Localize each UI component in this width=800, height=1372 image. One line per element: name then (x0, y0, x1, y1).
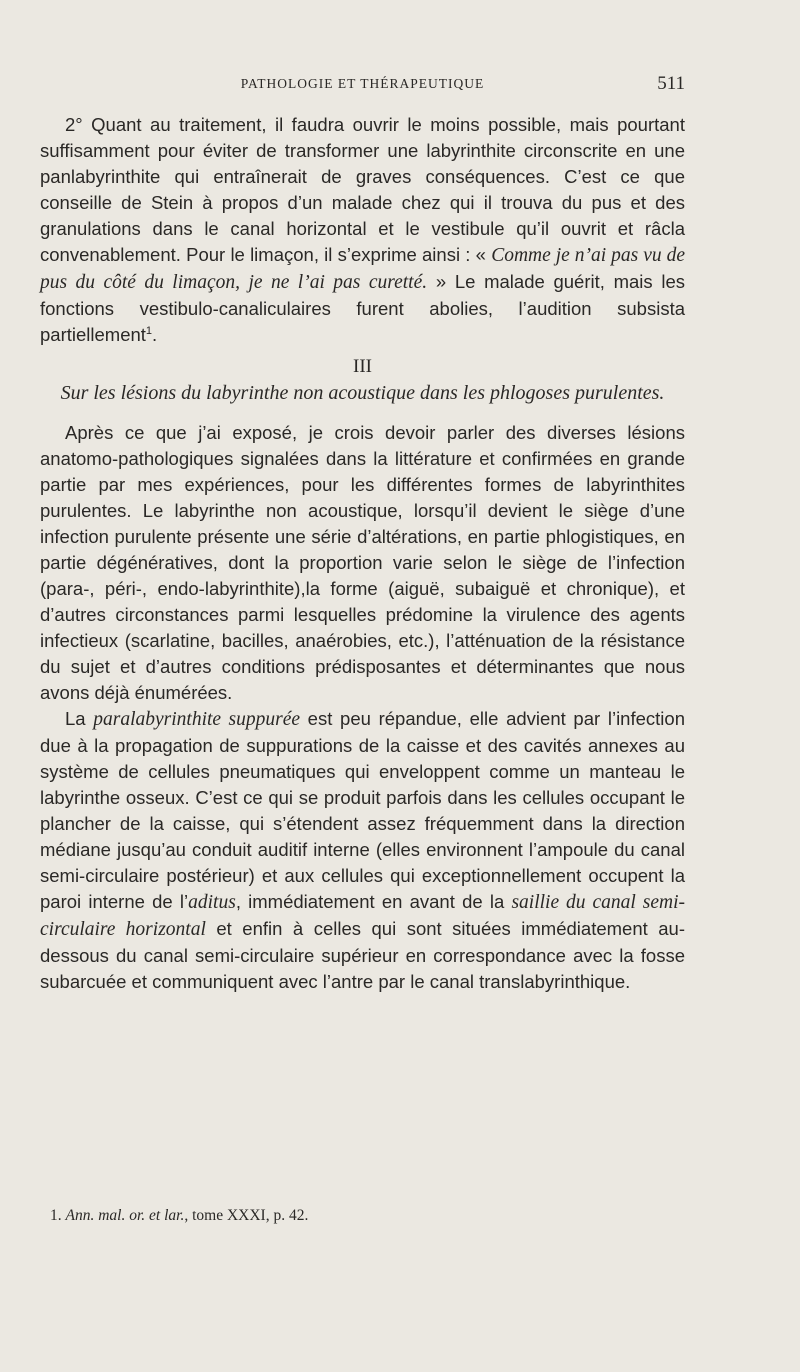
paragraph-treatment-text: 2° Quant au traitement, il faudra ouvrir le moins possible, mais pourtant suffisamment pour éviter de transformer une labyrinthite circonscrite en une panlabyrinthite qui entraînerait de graves conséquences. C’est ce que conseille de Stein à propos d’un malade chez qui il trouva du pus et des granulations dans le canal horizontal et le vestibule qu’il ouvrit et râcla convenablement. Pour le limaçon, il s’exprime ainsi : « (40, 114, 685, 265)
paragraph-treatment-text-cont: » Le malade guérit, mais les fonctions vestibulo-canaliculaires furent abolies, l’audition subsista partiellement (40, 271, 685, 345)
footnote-citation: , tome XXXI, p. 42. (184, 1207, 309, 1224)
paragraph-lesions: Après ce que j’ai exposé, je crois devoir parler des diverses lésions anatomo-pathologiques signalées dans la littérature et confirmées en grande partie par mes expériences, pour les différentes formes de labyrinthites purulentes. Le labyrinthe non acoustique, lorsqu’il devient le siège d’une infection purulente présente une série d’altérations, en partie phlogistiques, en partie dégénératives, dont la proportion varie selon le siège de l’infection (para-, péri-, endo-labyrinthite),la forme (aiguë, subaiguë et chronique), et d’autres circonstances parmi lesquelles prédomine la virulence des agents infectieux (scarlatine, bacilles, anaérobies, etc.), l’atténuation de la résistance du sujet et d’autres conditions prédisposantes et déterminantes que nous avons déjà énumérées. (40, 422, 685, 703)
paragraph-treatment (40, 112, 685, 348)
page-body (40, 112, 685, 995)
page-header (40, 73, 685, 100)
term-aditus: aditus (188, 892, 236, 913)
term-paralabyrinthite: paralabyrinthite suppurée (93, 709, 300, 730)
stein-quote: Comme je n’ai pas vu de pus du côté du limaçon, je ne l’ai pas curetté. (40, 245, 685, 293)
paragraph-treatment-end: . (152, 324, 158, 345)
footnote-reference: 1 (145, 324, 153, 337)
footnote (50, 1207, 670, 1225)
running-title: PATHOLOGIE ET THÉRAPEUTIQUE (240, 76, 485, 91)
paragraph-paralabyrinthite-text-3: , immédiatement en avant de la (235, 891, 512, 912)
footnote-number: 1. (50, 1207, 62, 1224)
term-saillie: saillie du canal semi-circulaire horizontal (40, 892, 685, 940)
footnote-journal: Ann. mal. or. et lar. (65, 1207, 185, 1224)
page-number: 511 (657, 73, 685, 94)
paragraph-paralabyrinthite-text-4: et enfin à celles qui sont situées immédiatement au-dessous du canal semi-circulaire supérieur en correspondance avec la fosse subarcuée et communiquent avec l’antre par le canal translabyrinthique. (40, 918, 685, 992)
section-title: Sur les lésions du labyrinthe non acoustique dans les phlogoses purulentes. (60, 382, 665, 404)
paragraph-paralabyrinthite-text-2: est peu répandue, elle advient par l’infection due à la propagation de suppurations de la caisse et des cavités annexes au système de cellules pneumatiques qui enveloppent comme un manteau le labyrinthe osseux. C’est ce qui se produit parfois dans les cellules occupant le plancher de la caisse, qui s’étendent assez fréquemment dans la direction médiane jusqu’au conduit auditif interne (elles environnent l’ampoule du canal semi-circulaire postérieur) et aux cellules qui exceptionnellement occupent la paroi interne de l’ (40, 708, 685, 912)
section-number: III (353, 356, 372, 377)
paragraph-paralabyrinthite (40, 706, 685, 995)
paragraph-paralabyrinthite-text: La (65, 708, 94, 729)
